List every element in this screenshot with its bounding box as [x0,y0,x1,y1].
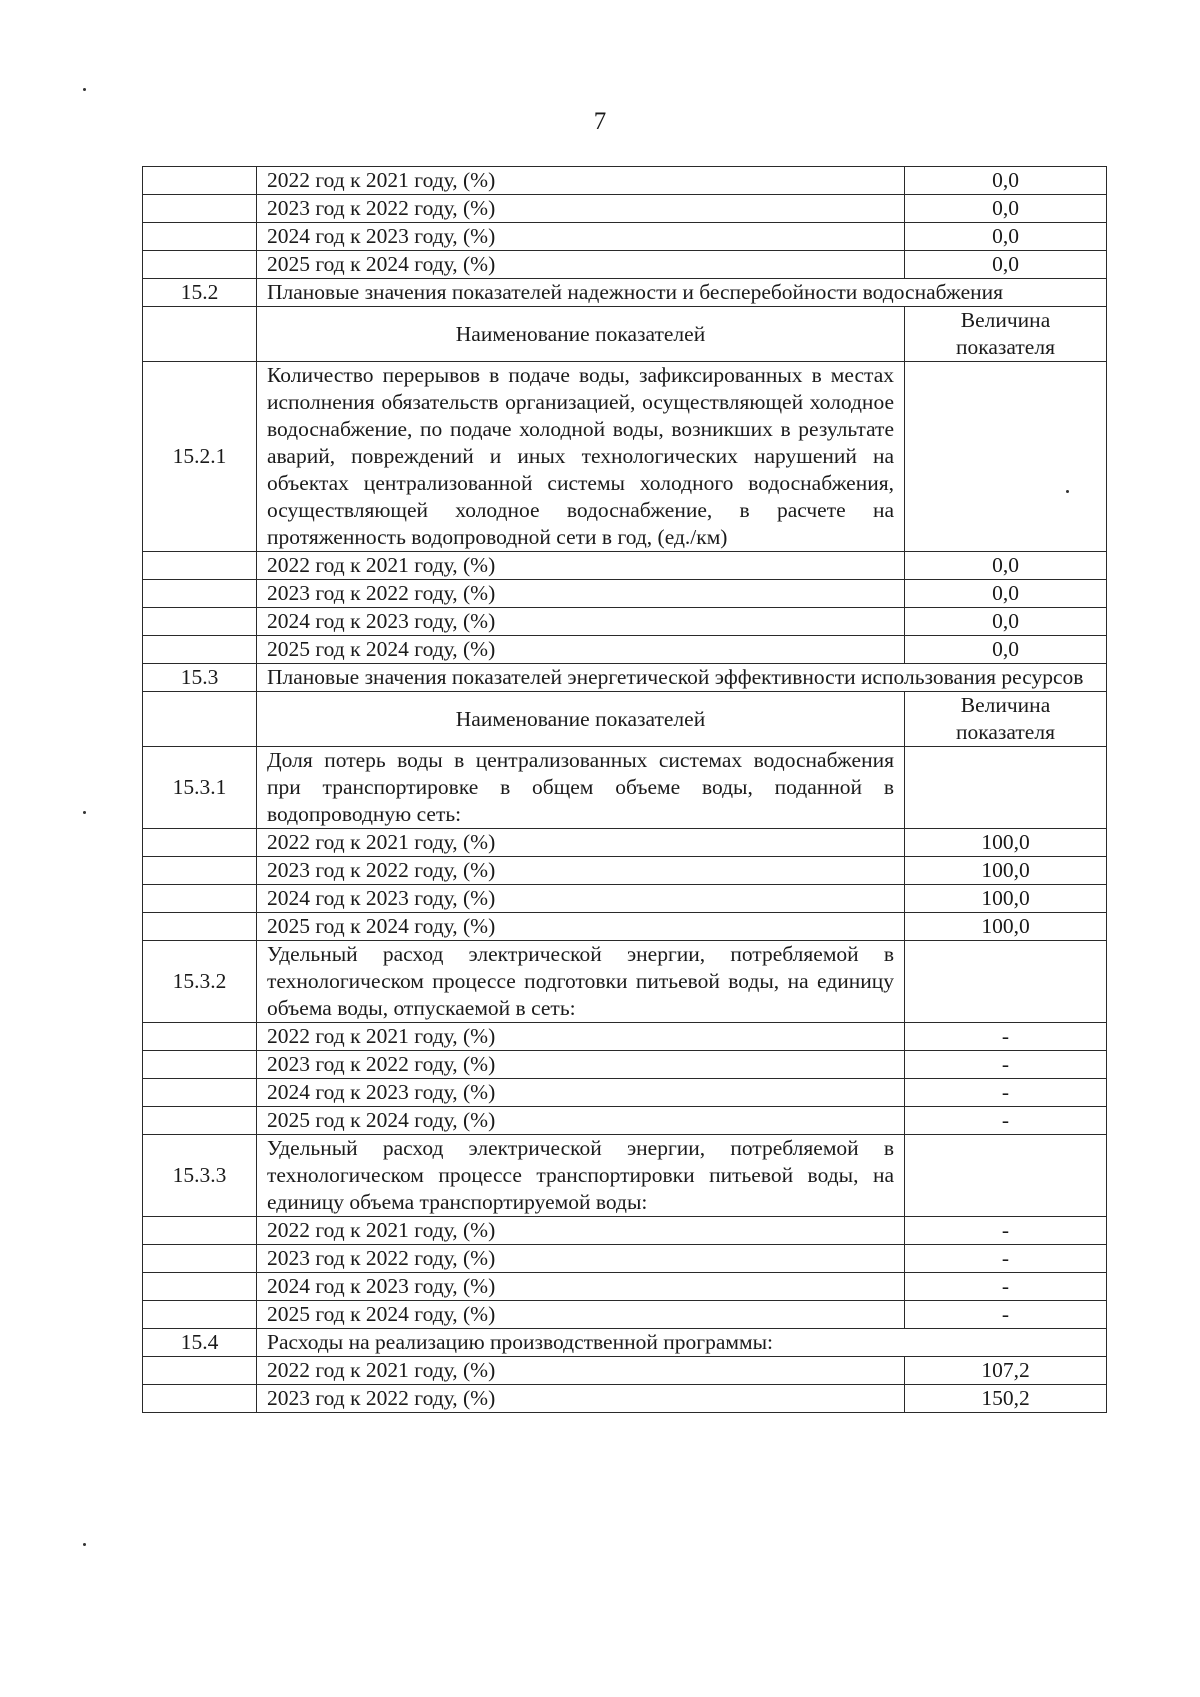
indicators-table-body [143,167,1107,1413]
row-label: 2025 год к 2024 году, (%) [257,913,905,941]
section-title: Расходы на реализацию производственной программы: [257,1329,1107,1357]
row-value: - [905,1301,1107,1329]
table-row [143,1217,1107,1245]
row-number [143,1385,257,1413]
row-label: 2023 год к 2022 году, (%) [257,195,905,223]
row-number [143,1273,257,1301]
column-header-row [143,307,1107,362]
row-label: 2023 год к 2022 году, (%) [257,857,905,885]
row-number [143,885,257,913]
section-number: 15.2 [143,279,257,307]
table-row [143,1051,1107,1079]
row-value: 150,2 [905,1385,1107,1413]
row-label: 2022 год к 2021 году, (%) [257,1357,905,1385]
table-row [143,251,1107,279]
row-value: 0,0 [905,195,1107,223]
indicator-number: 15.3.2 [143,941,257,1023]
table-row [143,885,1107,913]
row-number [143,167,257,195]
row-number [143,1023,257,1051]
indicator-number: 15.2.1 [143,362,257,552]
indicator-description: Доля потерь воды в централизованных системах водоснабжения при транспортировке в общем объеме воды, поданной в водопроводную сеть: [257,747,905,829]
row-number [143,1217,257,1245]
table-row [143,1385,1107,1413]
indicator-number: 15.3.3 [143,1135,257,1217]
page-number: 7 [593,108,607,135]
section-row [143,664,1107,692]
row-value: 100,0 [905,885,1107,913]
row-label: 2024 год к 2023 году, (%) [257,608,905,636]
indicator-value [905,941,1107,1023]
row-number [143,580,257,608]
row-value: - [905,1273,1107,1301]
row-number [143,1107,257,1135]
indicator-row [143,1135,1107,1217]
row-value: 0,0 [905,608,1107,636]
row-value: 0,0 [905,251,1107,279]
indicators-table [142,166,1107,1413]
indicator-value [905,1135,1107,1217]
row-value: - [905,1051,1107,1079]
indicator-value [905,362,1107,552]
row-label: 2022 год к 2021 году, (%) [257,1217,905,1245]
row-label: 2024 год к 2023 году, (%) [257,885,905,913]
row-value: - [905,1079,1107,1107]
row-number [143,251,257,279]
column-header-name: Наименование показателей [257,692,905,747]
row-label: 2025 год к 2024 году, (%) [257,1107,905,1135]
row-value: 0,0 [905,552,1107,580]
row-number [143,195,257,223]
scan-artifact [1066,490,1069,493]
row-number [143,1301,257,1329]
row-label: 2023 год к 2022 году, (%) [257,1051,905,1079]
section-number: 15.4 [143,1329,257,1357]
column-header-row [143,692,1107,747]
row-label: 2024 год к 2023 году, (%) [257,1079,905,1107]
column-header-value: Величина показателя [905,692,1107,747]
row-value: 107,2 [905,1357,1107,1385]
table-row [143,1079,1107,1107]
table-row [143,580,1107,608]
section-number: 15.3 [143,664,257,692]
indicator-description: Удельный расход электрической энергии, потребляемой в технологическом процессе подготовки питьевой воды, на единицу объема воды, отпускаемой в сеть: [257,941,905,1023]
row-number [143,636,257,664]
row-label: 2023 год к 2022 году, (%) [257,1245,905,1273]
table-row [143,829,1107,857]
row-value: 0,0 [905,636,1107,664]
row-label: 2025 год к 2024 году, (%) [257,636,905,664]
table-row [143,857,1107,885]
row-label: 2022 год к 2021 году, (%) [257,829,905,857]
row-value: - [905,1217,1107,1245]
table-row [143,608,1107,636]
row-value: 0,0 [905,167,1107,195]
scan-artifact [83,88,86,91]
indicator-row [143,941,1107,1023]
scan-artifact [83,811,86,814]
row-value: 0,0 [905,223,1107,251]
table-row [143,195,1107,223]
scan-artifact [83,1543,86,1546]
section-title: Плановые значения показателей энергетической эффективности использования ресурсов [257,664,1107,692]
row-label: 2024 год к 2023 году, (%) [257,223,905,251]
row-number [143,1357,257,1385]
column-header-value: Величина показателя [905,307,1107,362]
row-label: 2024 год к 2023 году, (%) [257,1273,905,1301]
table-row [143,167,1107,195]
table-row [143,1357,1107,1385]
table-row [143,1245,1107,1273]
table-row [143,1107,1107,1135]
row-label: 2022 год к 2021 году, (%) [257,167,905,195]
row-value: 100,0 [905,829,1107,857]
row-label: 2023 год к 2022 году, (%) [257,580,905,608]
row-label: 2025 год к 2024 году, (%) [257,251,905,279]
row-number [143,552,257,580]
table-row [143,1301,1107,1329]
row-number [143,223,257,251]
row-number [143,857,257,885]
column-header-name: Наименование показателей [257,307,905,362]
table-row [143,1273,1107,1301]
row-number [143,1051,257,1079]
row-value: 100,0 [905,857,1107,885]
indicator-value [905,747,1107,829]
row-number [143,913,257,941]
row-number [143,1079,257,1107]
indicator-number: 15.3.1 [143,747,257,829]
row-number [143,692,257,747]
indicator-description: Удельный расход электрической энергии, потребляемой в технологическом процессе транспортировки питьевой воды, на единицу объема транспортируемой воды: [257,1135,905,1217]
indicator-row [143,362,1107,552]
row-label: 2023 год к 2022 году, (%) [257,1385,905,1413]
row-label: 2025 год к 2024 году, (%) [257,1301,905,1329]
table-row [143,552,1107,580]
row-number [143,1245,257,1273]
row-value: 0,0 [905,580,1107,608]
indicator-description: Количество перерывов в подаче воды, зафиксированных в местах исполнения обязательств организацией, осуществляющей холодное водоснабжение, по подаче холодной воды, возникших в результате аварий, повреждений и иных технологических нарушений на объектах централизованной системы холодного водоснабжения, осуществляющей холодное водоснабжение, в расчете на протяженность водопроводной сети в год, (ед./км) [257,362,905,552]
row-label: 2022 год к 2021 году, (%) [257,552,905,580]
row-number [143,829,257,857]
row-label: 2022 год к 2021 году, (%) [257,1023,905,1051]
section-row [143,279,1107,307]
row-value: - [905,1023,1107,1051]
table-row [143,223,1107,251]
table-row [143,636,1107,664]
row-value: 100,0 [905,913,1107,941]
row-value: - [905,1245,1107,1273]
row-number [143,608,257,636]
section-title: Плановые значения показателей надежности и бесперебойности водоснабжения [257,279,1107,307]
table-row [143,1023,1107,1051]
section-row [143,1329,1107,1357]
indicator-row [143,747,1107,829]
row-value: - [905,1107,1107,1135]
table-row [143,913,1107,941]
row-number [143,307,257,362]
